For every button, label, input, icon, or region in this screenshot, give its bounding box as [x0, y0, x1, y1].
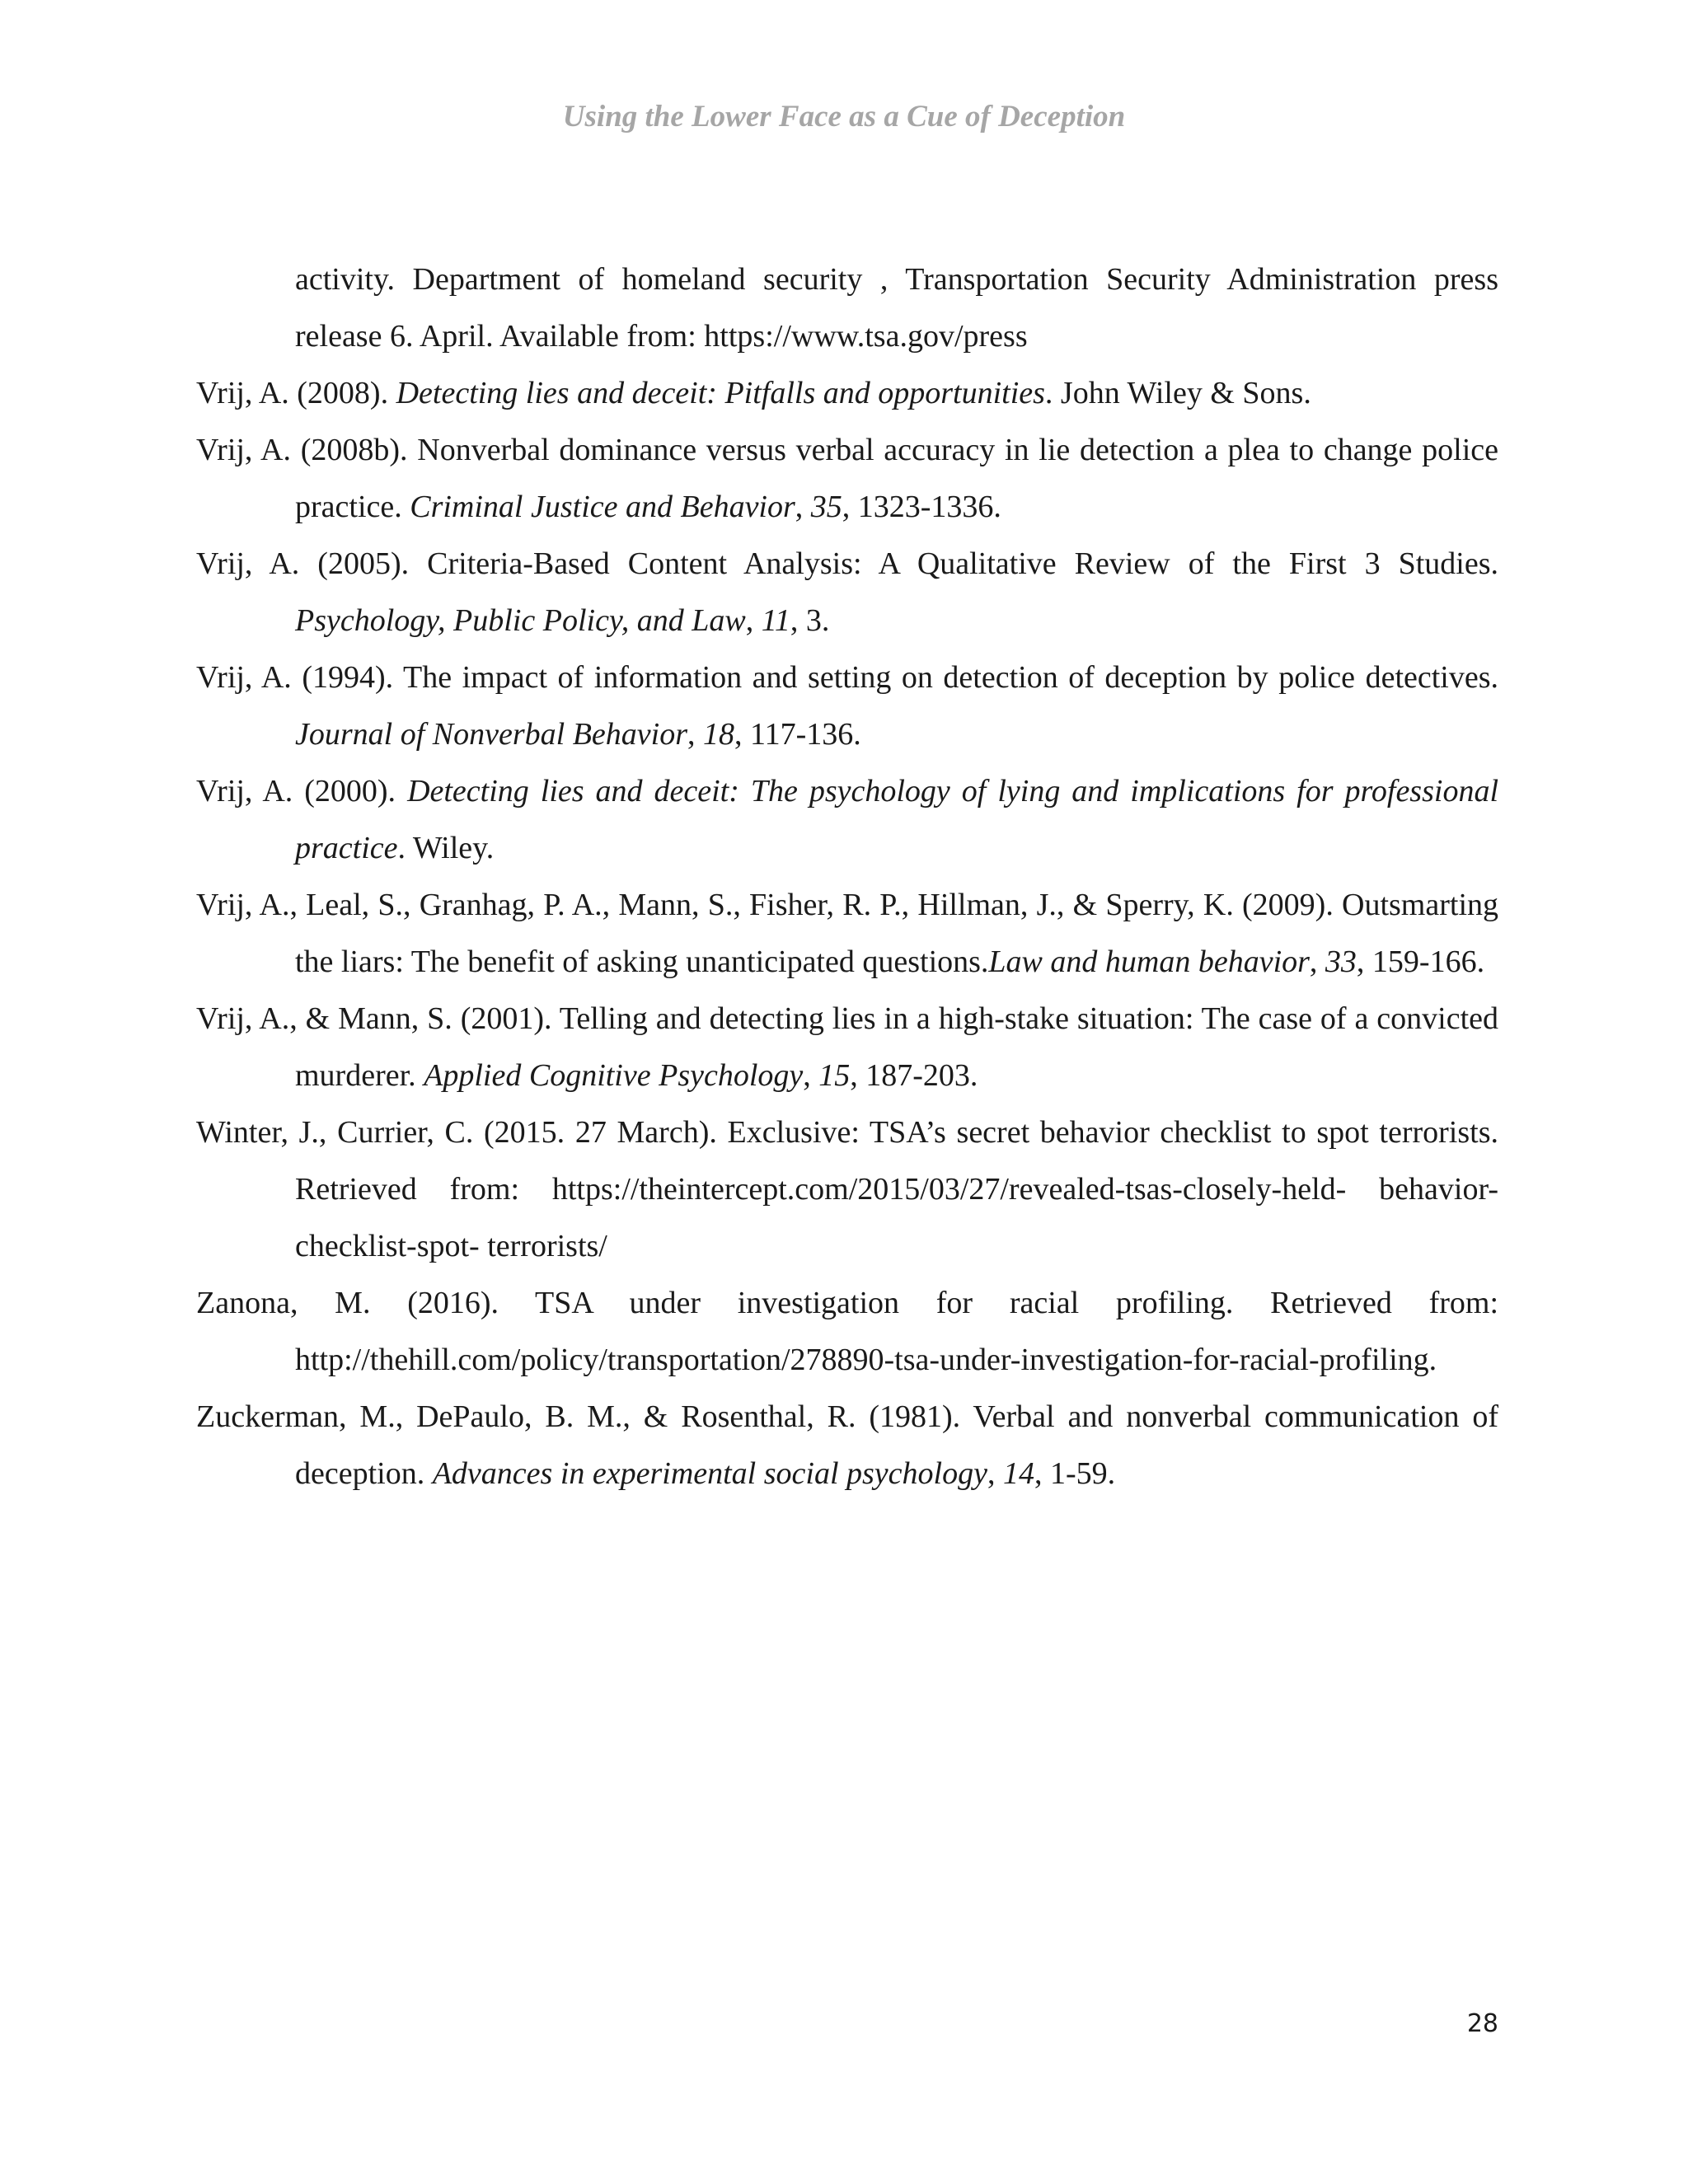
reference-entry — [196, 536, 1498, 649]
reference-text: , 187-203. — [850, 1058, 978, 1093]
reference-italic-text: 15 — [818, 1058, 851, 1093]
reference-text: , — [795, 490, 811, 524]
reference-entry — [196, 422, 1498, 536]
reference-italic-text: Psychology, Public Policy, and Law — [295, 603, 746, 638]
reference-text: , — [803, 1058, 819, 1093]
reference-italic-text: Applied Cognitive Psychology — [424, 1058, 804, 1093]
reference-entry — [196, 365, 1498, 422]
reference-text: Zanona, M. (2016). TSA under investigation for racial profiling. Retrieved from: http://thehill.com/policy/transportation/278890-tsa-under-investigation-for-racial-profiling. — [196, 1286, 1498, 1377]
reference-entry — [196, 1104, 1498, 1275]
reference-text: . John Wiley & Sons. — [1044, 376, 1311, 410]
reference-italic-text: 33 — [1325, 944, 1357, 979]
reference-list — [196, 251, 1498, 1502]
reference-text: Vrij, A. (2000). — [196, 774, 408, 808]
reference-italic-text: 14 — [1002, 1456, 1034, 1491]
reference-text: , — [687, 717, 703, 752]
page-number: 28 — [1466, 2009, 1498, 2038]
reference-italic-text: Criminal Justice and Behavior — [410, 490, 795, 524]
reference-italic-text: 18 — [702, 717, 734, 752]
reference-entry — [196, 763, 1498, 877]
reference-text: , 1323-1336. — [842, 490, 1001, 524]
running-header-title: Using the Lower Face as a Cue of Deception — [562, 100, 1126, 134]
reference-text: , — [1309, 944, 1325, 979]
reference-text: Vrij, A. (1994). The impact of information and setting on detection of deception by police detectives. — [196, 660, 1498, 695]
reference-text: , 117-136. — [734, 717, 861, 752]
reference-italic-text: Detecting lies and deceit: The psychology of lying and implications for professional practice — [295, 774, 1498, 865]
reference-text: , — [987, 1456, 1003, 1491]
reference-text: Vrij, A., & Mann, S. (2001). Telling and detecting lies in a high-stake situation: The case of a convicted murderer. — [196, 1001, 1498, 1093]
reference-italic-text: Law and human behavior — [988, 944, 1310, 979]
reference-text: Vrij, A., Leal, S., Granhag, P. A., Mann, S., Fisher, R. P., Hillman, J., & Sperry, K. (2009). Outsmarting the liars: The benefit of asking unanticipated questions. — [196, 888, 1498, 979]
reference-text: , 3. — [790, 603, 830, 638]
reference-italic-text: 11 — [761, 603, 790, 638]
reference-text: Winter, J., Currier, C. (2015. 27 March). Exclusive: TSA’s secret behavior checklist to spot terrorists. Retrieved from: https://theintercept.com/2015/03/27/revealed-tsas-closely-held- behavior-checklist-spot- terrorists/ — [196, 1115, 1498, 1263]
reference-text: Vrij, A. (2008). — [196, 376, 396, 410]
reference-text: . Wiley. — [397, 831, 495, 865]
reference-text: Vrij, A. (2005). Criteria-Based Content Analysis: A Qualitative Review of the First 3 Studies. — [196, 546, 1498, 581]
reference-text: , — [745, 603, 762, 638]
reference-italic-text: Advances in experimental social psychology — [432, 1456, 987, 1491]
reference-entry — [196, 1389, 1498, 1502]
reference-entry — [196, 1275, 1498, 1389]
reference-entry — [196, 991, 1498, 1104]
reference-text: activity. Department of homeland security , Transportation Security Administration press release 6. April. Available from: https://www.tsa.gov/press — [295, 262, 1498, 354]
reference-text: , 1-59. — [1034, 1456, 1116, 1491]
reference-entry — [196, 877, 1498, 991]
reference-entry-continuation — [196, 251, 1498, 365]
reference-italic-text: Detecting lies and deceit: Pitfalls and opportunities — [396, 376, 1045, 410]
reference-text: Zuckerman, M., DePaulo, B. M., & Rosenthal, R. (1981). Verbal and nonverbal communication of deception. — [196, 1399, 1498, 1491]
reference-text: Vrij, A. (2008b). Nonverbal dominance versus verbal accuracy in lie detection a plea to change police practice. — [196, 433, 1498, 524]
reference-italic-text: Journal of Nonverbal Behavior — [295, 717, 687, 752]
reference-entry — [196, 649, 1498, 763]
reference-text: , 159-166. — [1356, 944, 1485, 979]
reference-italic-text: 35 — [810, 490, 842, 524]
